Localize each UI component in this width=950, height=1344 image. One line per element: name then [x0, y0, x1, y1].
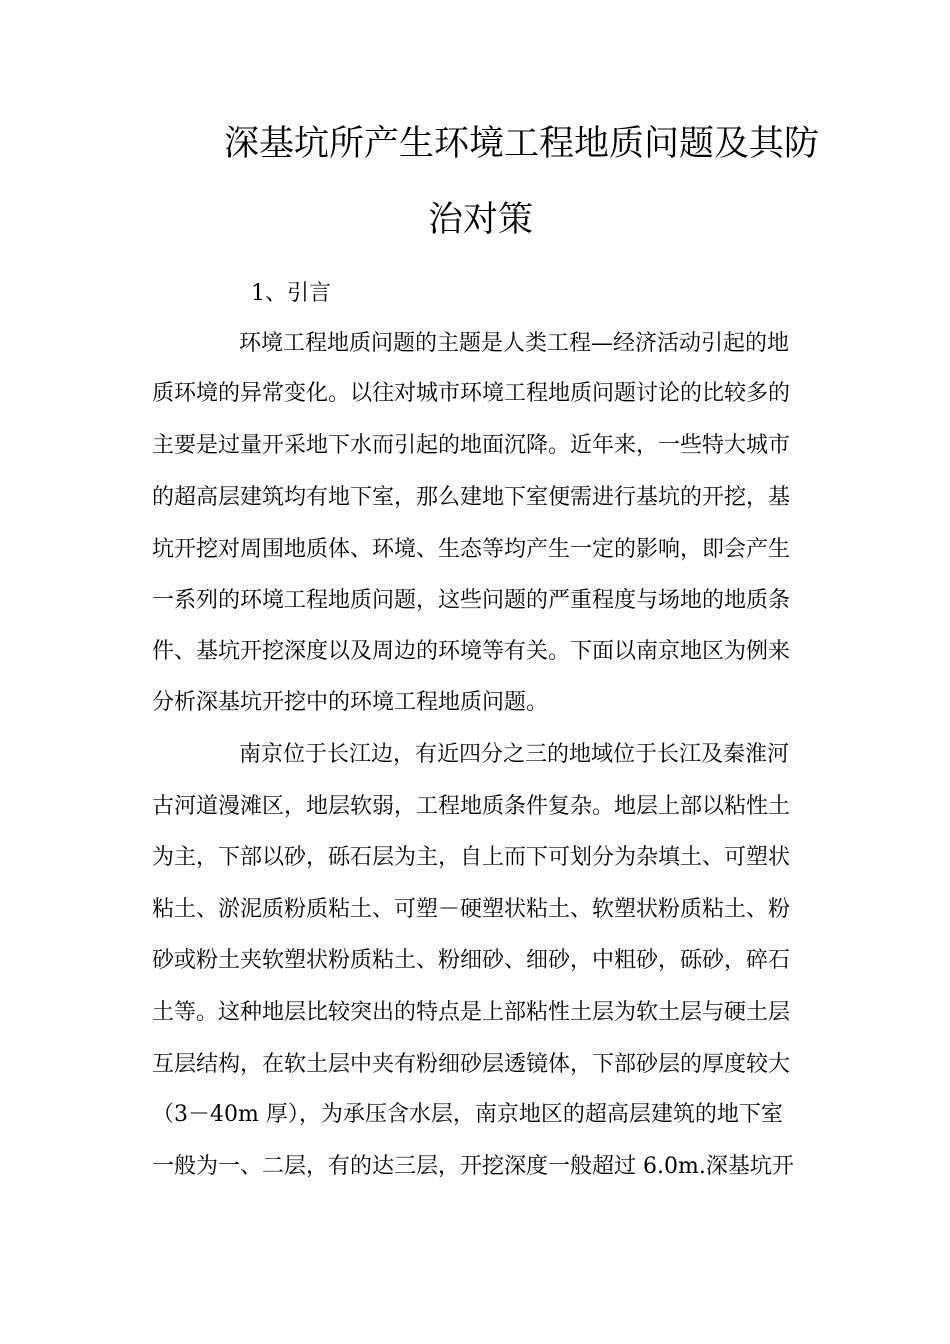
- paragraph-1-line-7: 件、基坑开挖深度以及周边的环境等有关。下面以南京地区为例来: [152, 639, 791, 664]
- paragraph-1-line-1: 环境工程地质问题的主题是人类工程—经济活动引起的地: [239, 331, 790, 356]
- paragraph-2-line-8: （3－40m 厚），为承压含水层，南京地区的超高层建筑的地下室: [152, 1102, 783, 1127]
- paragraph-2-line-3: 为主，下部以砂，砾石层为主，自上而下可划分为杂填土、可塑状: [152, 845, 791, 870]
- paragraph-1-line-6: 一系列的环境工程地质问题，这些问题的严重程度与场地的地质条: [152, 588, 791, 613]
- paragraph-1-line-3: 主要是过量开采地下水而引起的地面沉降。近年来，一些特大城市: [152, 433, 791, 458]
- paragraph-2-line-4: 粘土、淤泥质粉质粘土、可塑－硬塑状粘土、软塑状粉质粘土、粉: [152, 897, 791, 922]
- section-heading: 1、引言: [251, 281, 331, 306]
- paragraph-2-line-9: 一般为一、二层，有的达三层，开挖深度一般超过 6.0m.深基坑开: [152, 1154, 794, 1179]
- document-title-line-1: 深基坑所产生环境工程地质问题及其防: [224, 124, 820, 164]
- paragraph-2-line-1: 南京位于长江边，有近四分之三的地域位于长江及秦淮河: [239, 742, 790, 767]
- paragraph-2-line-6: 土等。这种地层比较突出的特点是上部粘性土层为软土层与硬土层: [152, 1000, 791, 1025]
- paragraph-1-line-2: 质环境的异常变化。以往对城市环境工程地质问题讨论的比较多的: [152, 381, 791, 406]
- paragraph-1-line-8: 分析深基坑开挖中的环境工程地质问题。: [152, 690, 549, 715]
- paragraph-2-line-5: 砂或粉土夹软塑状粉质粘土、粉细砂、细砂，中粗砂，砾砂，碎石: [152, 948, 791, 973]
- paragraph-1-line-5: 坑开挖对周围地质体、环境、生态等均产生一定的影响，即会产生: [152, 537, 791, 562]
- paragraph-1-line-4: 的超高层建筑均有地下室，那么建地下室便需进行基坑的开挖，基: [152, 485, 791, 510]
- paragraph-2-line-2: 古河道漫滩区，地层软弱，工程地质条件复杂。地层上部以粘性土: [152, 794, 791, 819]
- paragraph-2-line-7: 互层结构，在软土层中夹有粉细砂层透镜体，下部砂层的厚度较大: [152, 1052, 791, 1077]
- document-title-line-2: 治对策: [428, 200, 534, 240]
